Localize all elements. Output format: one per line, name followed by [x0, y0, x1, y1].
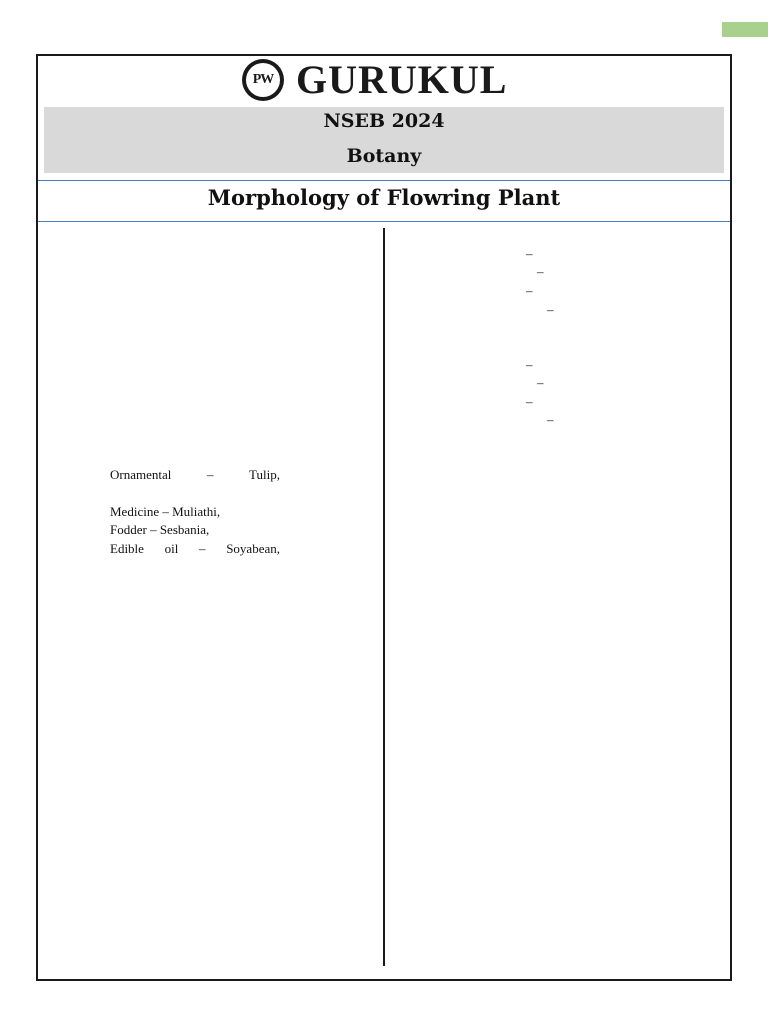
dash-mark: – — [537, 264, 544, 279]
use-example: Tulip, — [249, 467, 280, 482]
title-rule-top — [38, 180, 730, 181]
use-ornamental — [110, 466, 280, 484]
use-dash: – — [199, 541, 206, 556]
subject-title: Botany — [346, 145, 422, 167]
use-example: Soyabean, — [226, 541, 280, 556]
header-band — [44, 107, 724, 173]
dash-mark: – — [547, 412, 554, 427]
use-category-cont: oil — [164, 541, 179, 556]
dash-mark: – — [526, 246, 533, 261]
use-category: Ornamental — [110, 467, 172, 482]
dash-mark: – — [537, 375, 544, 390]
use-edible-oil — [110, 540, 280, 558]
pw-logo-icon: PW — [242, 59, 284, 101]
dash-mark: – — [526, 357, 533, 372]
column-divider — [383, 228, 385, 966]
use-category: Edible — [110, 541, 144, 556]
dash-mark: – — [526, 283, 533, 298]
brand-name: GURUKUL — [296, 57, 508, 102]
use-medicine: Medicine – Muliathi, — [110, 504, 221, 519]
dash-mark: – — [547, 302, 554, 317]
use-fodder: Fodder – Sesbania, — [110, 522, 210, 537]
dash-mark: – — [526, 394, 533, 409]
exam-title: NSEB 2024 — [323, 110, 445, 132]
chapter-title: Morphology of Flowring Plant — [207, 185, 561, 210]
title-rule-bottom — [38, 221, 730, 222]
brand-logo — [242, 58, 507, 102]
use-dash: – — [206, 467, 214, 482]
corner-tab — [722, 22, 768, 37]
